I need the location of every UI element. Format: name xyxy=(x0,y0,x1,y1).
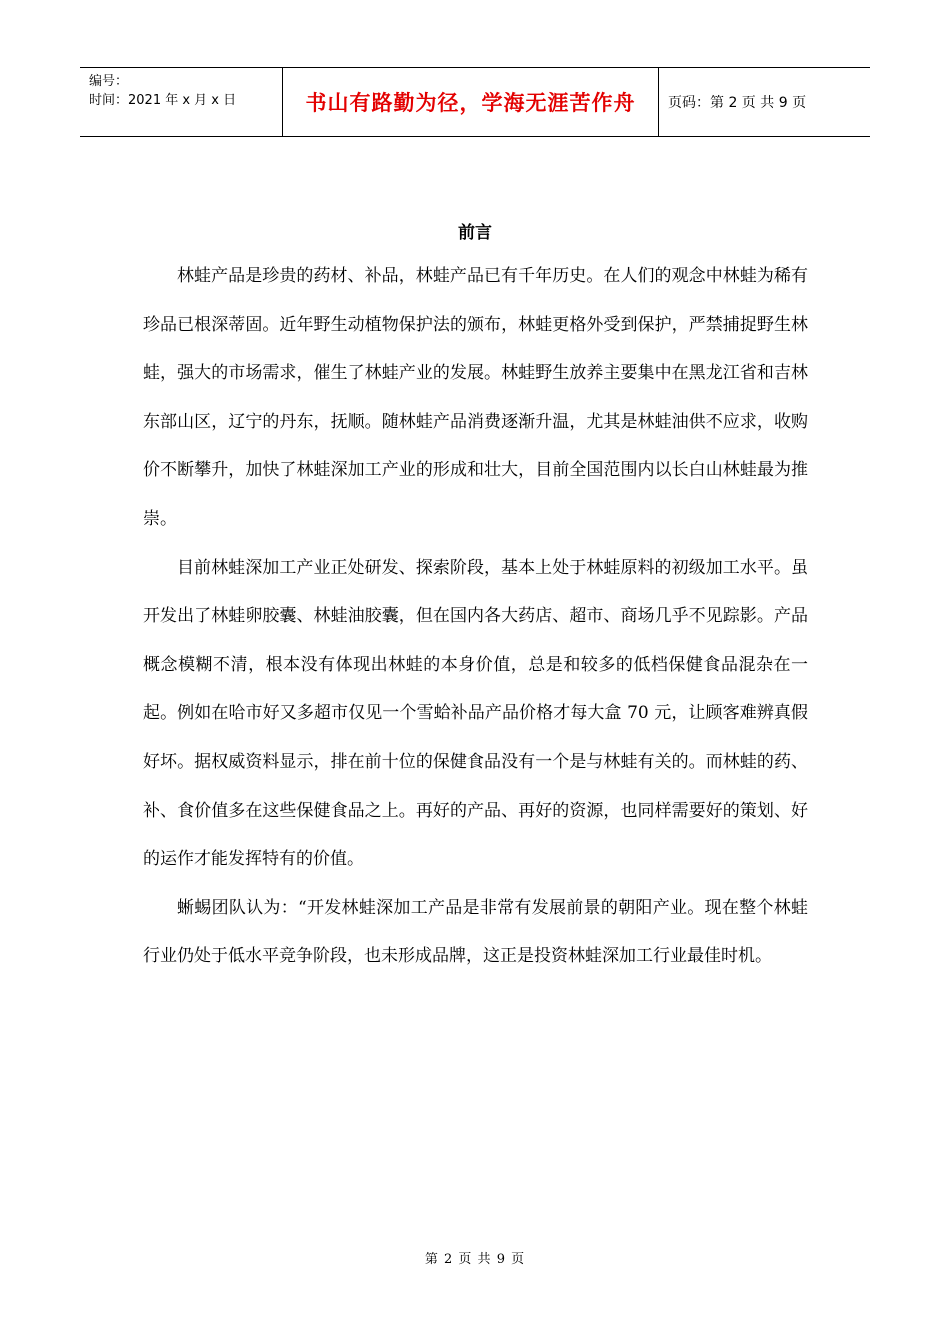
paragraph: 蜥蜴团队认为：“开发林蛙深加工产品是非常有发展前景的朝阳产业。现在整个林蛙行业仍处于低水平竞争阶段，也未形成品牌，这正是投资林蛙深加工行业最佳时机。 xyxy=(143,897,808,967)
header-motto: 书山有路勤为径，学海无涯苦作舟 xyxy=(283,68,659,136)
header-page-info: 页码：第 2 页 共 9 页 xyxy=(668,95,807,111)
page-footer: 第 2 页 共 9 页 xyxy=(424,1252,526,1267)
header-table xyxy=(80,67,870,137)
document-number-label: 编号： xyxy=(89,74,129,89)
document-date: 时间：2021 年 x 月 x 日 xyxy=(89,93,237,108)
section-title: 前言 xyxy=(458,223,492,243)
paragraph: 目前林蛙深加工产业正处研发、探索阶段，基本上处于林蛙原料的初级加工水平。虽开发出了林蛙卵胶囊、林蛙油胶囊，但在国内各大药店、超市、商场几乎不见踪影。产品概念模糊不清，根本没有体现出林蛙的本身价值，总是和较多的低档保健食品混杂在一起。例如在哈市好又多超市仅见一个雪蛤补品产品价格才每大盒 70 元，让顾客难辨真假好坏。据权威资料显示，排在前十位的保健食品没有一个是与林蛙有关的。而林蛙的药、补、食价值多在这些保健食品之上。再好的产品、再好的资源，也同样需要好的策划、好的运作才能发挥特有的价值。 xyxy=(143,557,808,870)
document-body xyxy=(143,252,808,981)
paragraph: 林蛙产品是珍贵的药材、补品，林蛙产品已有千年历史。在人们的观念中林蛙为稀有珍品已根深蒂固。近年野生动植物保护法的颁布，林蛙更格外受到保护，严禁捕捉野生林蛙，强大的市场需求，催生了林蛙产业的发展。林蛙野生放养主要集中在黑龙江省和吉林东部山区，辽宁的丹东，抚顺。随林蛙产品消费逐渐升温，尤其是林蛙油供不应求，收购价不断攀升，加快了林蛙深加工产业的形成和壮大，目前全国范围内以长白山林蛙最为推崇。 xyxy=(143,266,808,529)
header-meta-cell xyxy=(80,68,283,136)
